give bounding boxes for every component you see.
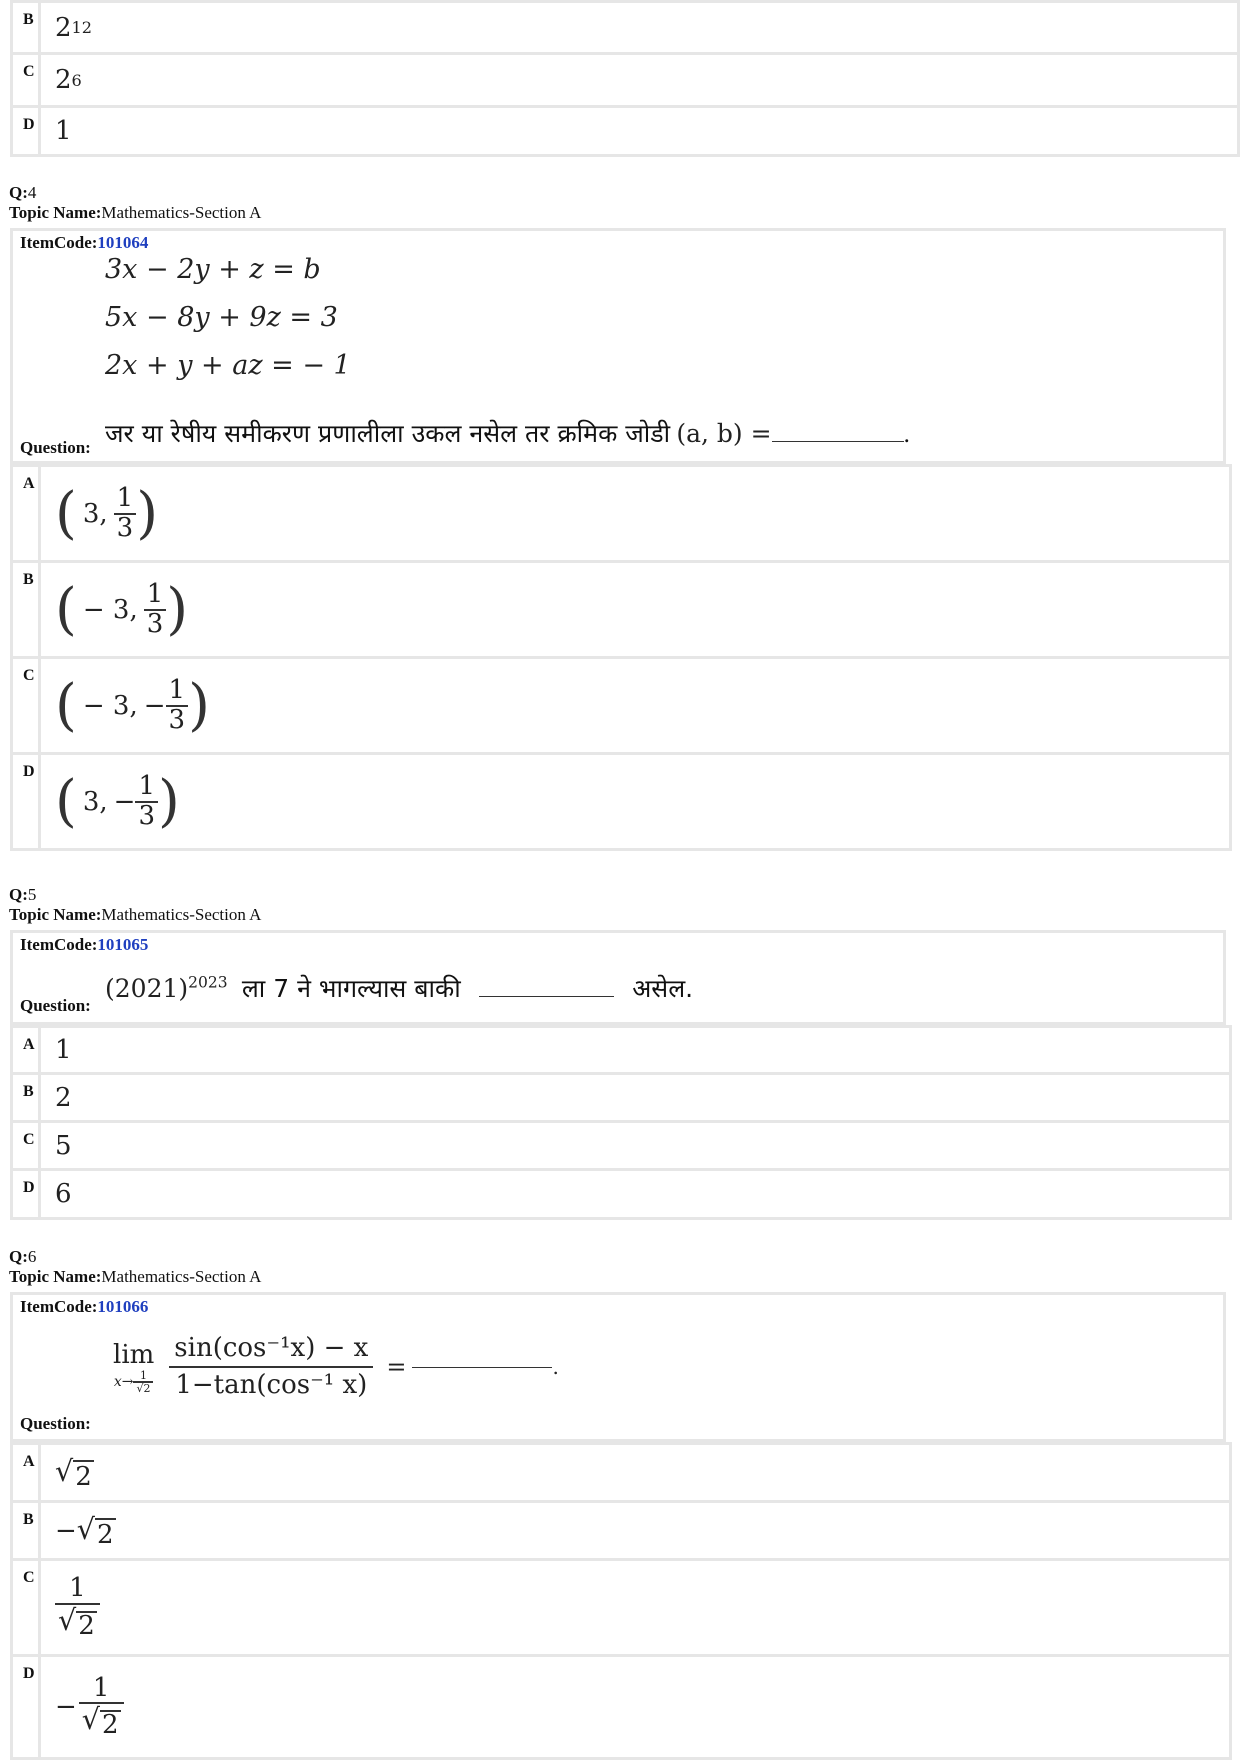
option-value: √ 2 [55,1453,92,1492]
option-label: C [13,659,41,752]
option-row[interactable] [13,659,1229,755]
equation: 3x − 2y + z = b [105,254,321,285]
option-label: C [13,1123,41,1168]
option-label: B [13,1075,41,1120]
question-box [10,228,1226,464]
item-code: ItemCode:101066 [20,1297,149,1316]
q4-options [10,464,1232,851]
option-row[interactable] [13,1123,1229,1171]
topic-name: Mathematics-Section A [101,1267,262,1286]
option-label: D [13,1171,41,1217]
option-value: 1 √ 2 [41,1561,1229,1654]
option-row[interactable] [13,467,1229,563]
option-value: 1 [55,1035,72,1065]
option-label: D [13,108,41,154]
option-row[interactable] [13,108,1237,154]
equation: 5x − 8y + 9z = 3 [105,302,338,333]
option-row[interactable] [13,1075,1229,1123]
option-value: 6 [55,1179,72,1209]
question-number: 5 [27,885,37,904]
option-label: B [13,3,41,52]
limit-expression: lim x→ $\frac{1}{√2}$ $\frac{\text{sin(cos⁻¹x) − x}}{\text{1−tan(cos⁻¹ x)}}$ = . [113,1333,559,1401]
option-label: A [13,1028,41,1072]
question-header: Q:6 Topic Name:Mathematics-Section A [9,1247,262,1286]
option-row[interactable] [13,1657,1229,1757]
option-value: ( − 3, $\frac{1}{3}$ ) [55,576,189,642]
option-value: 2 12 [55,12,93,43]
option-value: ( − 3, − $\frac{1}{3}$ ) [55,672,210,738]
option-row[interactable] [13,563,1229,659]
option-label: D [13,1657,41,1757]
option-value: 1 [55,116,72,146]
question-text: $(2021)^{2023}$ ला 7 ने भागल्यास बाकी असेल. [105,973,694,1003]
question-text: जर या रेषीय समीकरण प्रणालीला उकल नसेल तर क्रमिक जोडी (a, b) = . [105,419,910,448]
topic-name: Mathematics-Section A [101,203,262,222]
option-row[interactable] [13,1503,1229,1561]
option-row[interactable] [13,1171,1229,1217]
option-value: ( 3, − $\frac{1}{3}$ ) [55,768,180,834]
item-code: ItemCode:101064 [20,233,149,252]
option-label: A [13,1445,41,1500]
question-box [10,930,1226,1025]
q5-options [10,1025,1232,1220]
question-header: Q:4 Topic Name:Mathematics-Section A [9,183,262,222]
question-label: Question: [20,438,91,457]
option-value: − 1 √ 2 [41,1657,1229,1757]
equation: 2x + y + az = − 1 [105,350,351,381]
option-row[interactable] [13,755,1229,848]
question-number: 4 [27,183,37,202]
q6-options [10,1442,1232,1760]
option-label: B [13,1503,41,1558]
option-value: 5 [55,1130,72,1161]
option-label: D [13,755,41,848]
option-label: C [13,1561,41,1654]
option-row[interactable] [13,1028,1229,1075]
item-code: ItemCode:101065 [20,935,149,954]
option-value: − √ 2 [55,1511,114,1550]
equation-system [105,246,351,390]
option-row[interactable] [13,55,1237,108]
option-label: B [13,563,41,656]
option-row[interactable] [13,1445,1229,1503]
question-label: Question: [20,1414,91,1433]
option-value: 2 6 [55,65,82,95]
q3-options [10,0,1240,157]
option-value: ( 3, $\frac{1}{3}$ ) [55,480,159,546]
topic-name: Mathematics-Section A [101,905,262,924]
option-row[interactable] [13,1561,1229,1657]
option-value: 2 [55,1082,72,1113]
option-label: C [13,55,41,105]
question-number: 6 [27,1247,37,1266]
question-header: Q:5 Topic Name:Mathematics-Section A [9,885,262,924]
question-label: Question: [20,996,91,1015]
option-label: A [13,467,41,560]
question-box [10,1292,1226,1442]
option-row[interactable] [13,3,1237,55]
